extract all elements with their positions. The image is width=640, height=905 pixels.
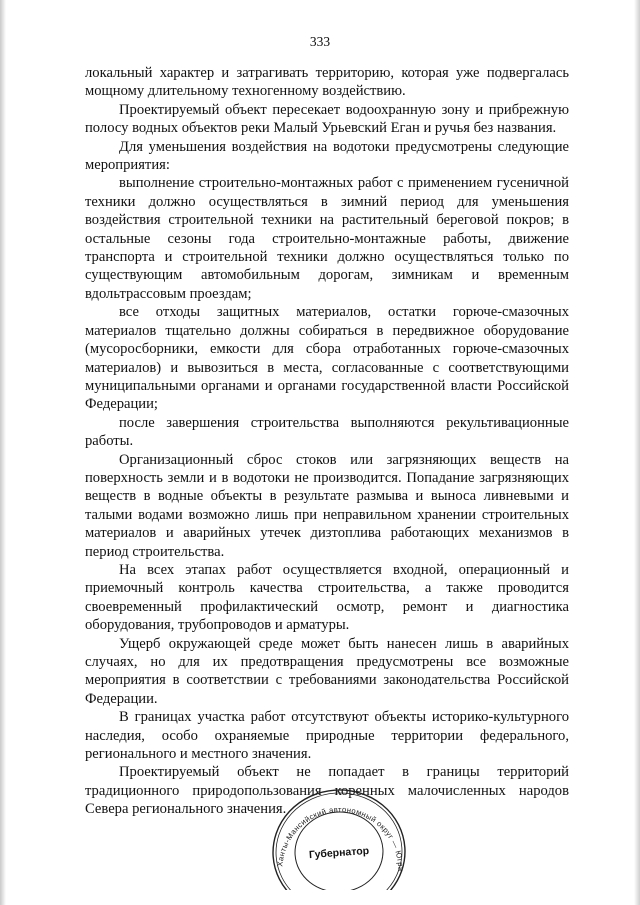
page-number: 333 bbox=[309, 34, 331, 49]
paragraph: Для уменьшения воздействия на водотоки предусмотрены следующие мероприятия: bbox=[85, 138, 569, 174]
paragraph: выполнение строительно-монтажных работ с применением гусеничной техники должно осуществляться в зимний период для уменьшения воздействия строительной техники на растительный береговой покров; в остальные сезоны года строительно-монтажные работы, движение транспорта и строительной техники должно осуществляться только по существующим автомобильным дорогам, зимникам и временным вдольтрассовым проездам; bbox=[85, 175, 569, 302]
paragraph: локальный характер и затрагивать территорию, которая уже подвергалась мощному длительному техногенному воздействию. bbox=[85, 65, 569, 100]
scan-edge-left bbox=[0, 0, 6, 905]
seal-ring-text: Ханты-Мансийский автономный округ — Югра bbox=[275, 804, 406, 872]
scan-edge-right bbox=[634, 0, 640, 905]
paragraph: В границах участка работ отсутствуют объекты историко-культурного наследия, особо охраняемые природные территории федерального, регионального и местного значения. bbox=[85, 709, 569, 763]
document-body bbox=[85, 64, 569, 819]
seal-center-text: Губернатор bbox=[308, 844, 370, 862]
paragraph: Ущерб окружающей среде может быть нанесен лишь в аварийных случаях, но для их предотвращения предусмотрены все возможные мероприятия в соответствии с требованиями законодательства Российской Федерации. bbox=[85, 635, 569, 707]
paragraph: Проектируемый объект не попадает в границы территорий традиционного природопользования коренных малочисленных народов Севера регионального значения. bbox=[85, 764, 569, 818]
paragraph: Проектируемый объект пересекает водоохранную зону и прибрежную полосу водных объектов реки Малый Урьевский Еган и ручья без названия. bbox=[85, 101, 569, 137]
paragraph: На всех этапах работ осуществляется входной, операционный и приемочный контроль качества строительства, а также проводится своевременный профилактический осмотр, ремонт и диагностика оборудования, трубопроводов и арматуры. bbox=[85, 561, 569, 634]
governor-seal-stamp bbox=[268, 782, 410, 890]
paragraph: после завершения строительства выполняются рекультивационные работы. bbox=[85, 414, 569, 450]
paragraph: все отходы защитных материалов, остатки горюче-смазочных материалов тщательно должны собираться в передвижное оборудование (мусоросборники, емкости для сбора отработанных горюче-смазочных материалов) и вывозиться в места, согласованные с соответствующими муниципальными органами и органами государственной власти Российской Федерации; bbox=[85, 304, 569, 413]
paragraph: Организационный сброс стоков или загрязняющих веществ на поверхность земли и в водотоки не производится. Попадание загрязняющих веществ в водные объекты в результате размыва и выноса ливневыми и талыми водами возможно лишь при неправильном хранении строительных материалов и аварийных утечек дизтоплива работающих механизмов в период строительства. bbox=[85, 451, 569, 560]
